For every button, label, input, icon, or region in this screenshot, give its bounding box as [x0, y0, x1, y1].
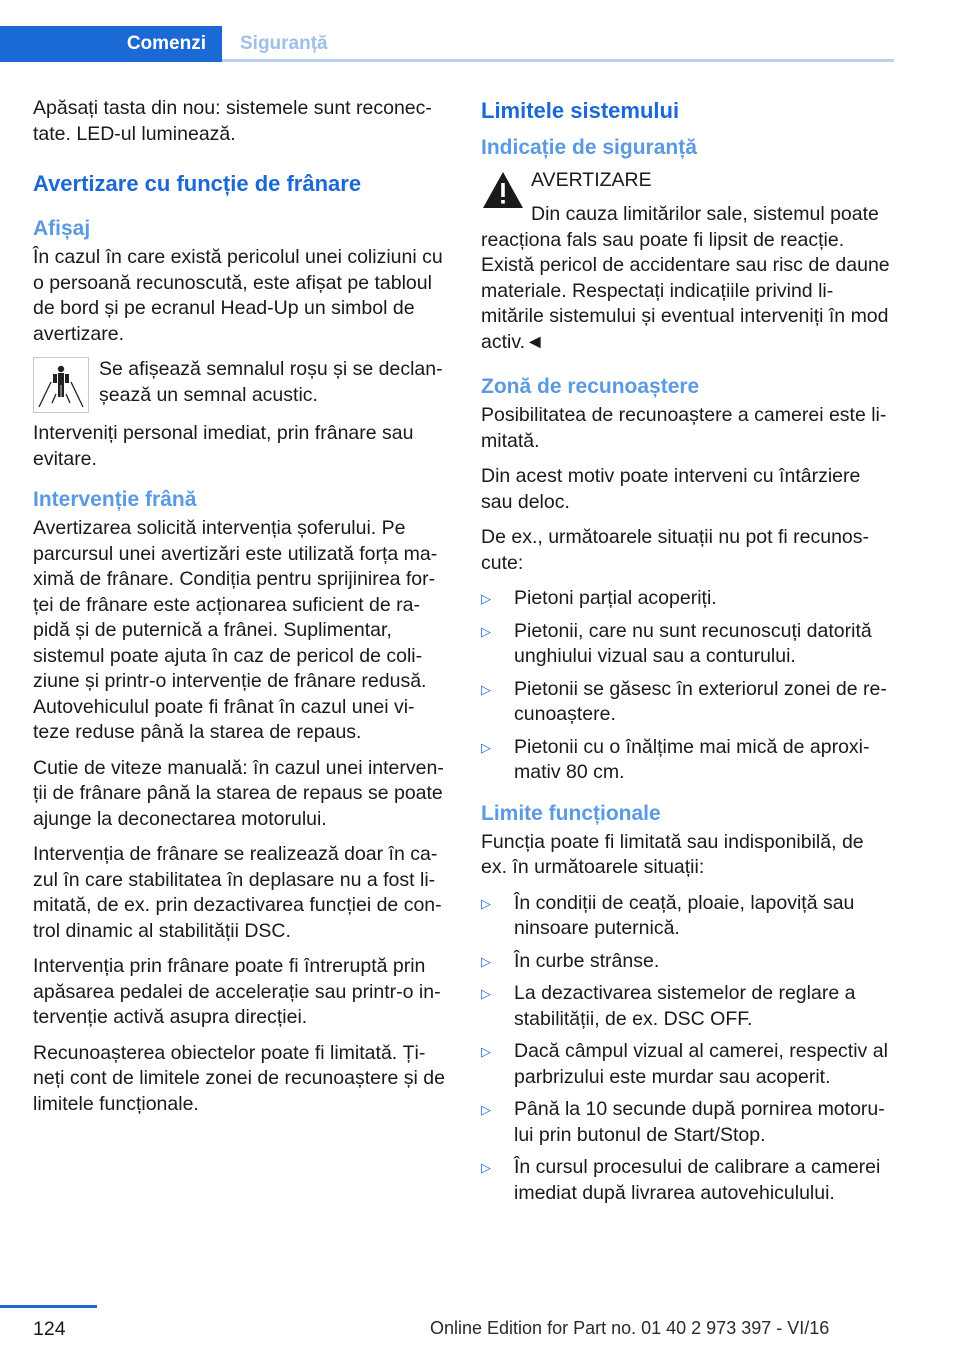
- bullet-triangle-icon: ▷: [481, 591, 491, 606]
- intervene-paragraph: Interveniți personal imediat, prin frânare sau evitare.: [33, 422, 414, 470]
- subheading-brake-intervention: Intervenție frână: [33, 488, 197, 511]
- warning-label: AVERTIZARE: [531, 169, 652, 191]
- bullet-triangle-icon: ▷: [481, 739, 491, 755]
- bullet-triangle-icon: ▷: [481, 953, 491, 969]
- list-item: ▷ Pietoni parțial acoperiți.: [481, 586, 895, 612]
- right-column: [481, 96, 895, 1216]
- page-number: 124: [33, 1318, 66, 1340]
- brake-paragraph-2: Cutie de viteze manuală: în cazul unei interven‐ții de frânare până la starea de repaus se poate ajunge la deconectarea motorului.: [33, 756, 444, 830]
- zone-paragraph-2: Din acest motiv poate interveni cu întârziere sau deloc.: [481, 465, 861, 513]
- bullet-triangle-icon: ▷: [481, 986, 491, 1001]
- func-list: [481, 891, 895, 1207]
- tab-comenzi[interactable]: [0, 26, 222, 62]
- brake-paragraph-1: Avertizarea solicită intervenția șoferului. Pe parcursul unei avertizări este utilizată forța ma‐ximă de frânare. Condiția pentru sprijinirea for‐ței de frânare este acționarea suficient de ra‐pidă și de puternică a frânei. Suplimentar, sistemul poate ajuta în caz de pericol de coli‐ziune și printr-o intervenție de frânare redusă. Autovehiculul poate fi frânat în cazul unei vi‐teze reduse până la starea de repaus.: [33, 517, 438, 743]
- subheading-safety-note: Indicație de siguranță: [481, 136, 697, 159]
- section-heading-brake-warning: Avertizare cu funcție de frânare: [33, 171, 362, 196]
- pedestrian-warning-row: [33, 357, 447, 413]
- list-item: ▷ La dezactivarea sistemelor de reglare a stabilității, de ex. DSC OFF.: [481, 981, 895, 1032]
- footer-rule: [0, 1305, 97, 1308]
- bullet-triangle-icon: ▷: [481, 895, 491, 911]
- bullet-triangle-icon: ▷: [481, 1160, 491, 1175]
- warning-text: Din cauza limitărilor sale, sistemul poate reacționa fals sau poate fi lipsit de reacție. Există pericol de accidentare sau risc de daune materiale. Respectați indicațiile privind li‐mitările sistemului și eventual interveniți în mod activ.◄: [481, 203, 890, 353]
- icon-description: Se afișează semnalul roșu și se declan‐șează un semnal acustic.: [99, 358, 443, 406]
- list-item: ▷ În cursul procesului de calibrare a camerei imediat după livrarea autovehiculului.: [481, 1155, 895, 1206]
- bullet-triangle-icon: ▷: [481, 1102, 491, 1117]
- brake-paragraph-5: Recunoașterea obiectelor poate fi limitată. Ți‐neți cont de limitele zonei de recunoaștere și de limitele funcționale.: [33, 1041, 445, 1115]
- bullet-triangle-icon: ▷: [481, 1044, 491, 1059]
- pedestrian-warning-icon: [33, 357, 89, 413]
- zone-paragraph-3: De ex., următoarele situații nu pot fi recunos‐cute:: [481, 526, 870, 574]
- list-item: ▷ În curbe strânse.: [481, 949, 895, 975]
- left-column: [33, 96, 447, 1127]
- tab-siguranta[interactable]: [222, 26, 328, 62]
- list-item: ▷ Pietonii, care nu sunt recunoscuți datorită unghiului vizual sau a conturului.: [481, 619, 895, 670]
- display-paragraph: În cazul în care există pericolul unei coliziuni cu o persoană recunoscută, este afișat pe tabloul de bord și pe ecranul Head-Up un simbol de avertizare.: [33, 246, 443, 345]
- list-item: ▷ În condiții de ceață, ploaie, lapoviță sau ninsoare puternică.: [481, 891, 895, 942]
- section-heading-system-limits: Limitele sistemului: [481, 98, 680, 123]
- func-paragraph-1: Funcția poate fi limitată sau indisponibilă, de ex. în următoarele situații:: [481, 830, 864, 878]
- tab-siguranta-label: Siguranță: [240, 33, 328, 54]
- header-tabs: [0, 0, 960, 62]
- list-item: ▷ Până la 10 secunde după pornirea motoru‐lui prin butonul de Start/Stop.: [481, 1097, 895, 1148]
- subheading-functional-limits: Limite funcționale: [481, 801, 661, 825]
- edition-note: Online Edition for Part no. 01 40 2 973 397 - VI/16: [430, 1318, 830, 1338]
- brake-paragraph-4: Intervenția prin frânare poate fi întreruptă prin apăsarea pedalei de accelerație sau printr-o in‐tervenție activă asupra direcției.: [33, 955, 441, 1028]
- list-item: ▷ Pietonii cu o înălțime mai mică de aproxi‐mativ 80 cm.: [481, 735, 895, 786]
- bullet-triangle-icon: ▷: [481, 681, 491, 697]
- list-item: ▷ Dacă câmpul vizual al camerei, respectiv al parbrizului este murdar sau acoperit.: [481, 1039, 895, 1090]
- header-rule: [222, 59, 894, 62]
- zone-list: [481, 586, 895, 786]
- zone-paragraph-1: Posibilitatea de recunoaștere a camerei este li‐mitată.: [481, 404, 887, 452]
- brake-paragraph-3: Intervenția de frânare se realizează doar în ca‐zul în care stabilitatea în deplasare nu a fost li‐mitată, de ex. prin dezactivarea funcției de con‐trol dinamic al stabilității DSC.: [33, 843, 442, 942]
- bullet-triangle-icon: ▷: [481, 623, 491, 639]
- tab-comenzi-label: Comenzi: [126, 33, 206, 54]
- list-item: ▷ Pietonii se găsesc în exteriorul zonei de re‐cunoaștere.: [481, 677, 895, 728]
- warning-triangle-icon: [481, 170, 525, 210]
- subheading-display: Afișaj: [33, 217, 91, 240]
- intro-paragraph: Apăsați tasta din nou: sistemele sunt reconec‐tate. LED-ul luminează.: [33, 97, 432, 145]
- subheading-recognition-zone: Zonă de recunoaștere: [481, 375, 700, 398]
